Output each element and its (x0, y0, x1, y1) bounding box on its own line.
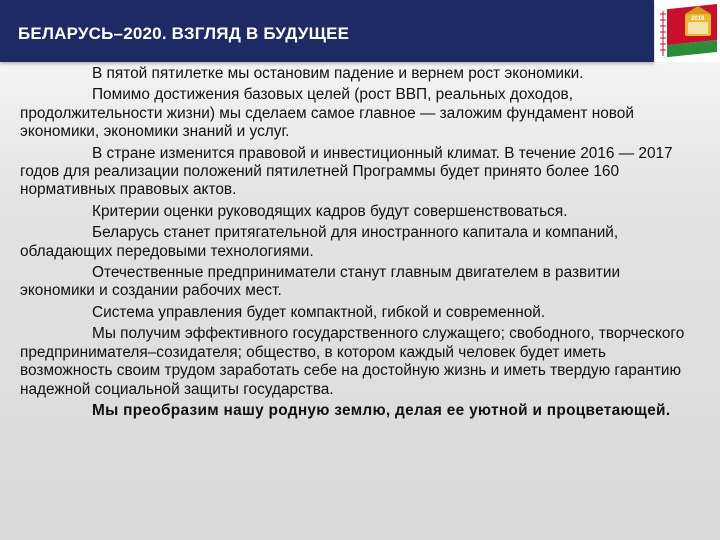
paragraph-1: В пятой пятилетке мы остановим падение и вернем рост экономики. (92, 65, 584, 82)
body-text (20, 65, 698, 423)
paragraph-3: В стране изменится правовой и инвестиционный климат. В течение 2016 — 2017 годов для реализации положений пятилетней Программы будет принято более 160 нормативных правовых актов. (20, 144, 673, 199)
paragraph-4: Критерии оценки руководящих кадров будут совершенствоваться. (92, 202, 568, 220)
paragraph-5: Беларусь станет притягательной для иностранного капитала и компаний, обладающих передовыми технологиями. (20, 224, 619, 260)
paragraph-8: Мы получим эффективного государственного служащего; свободного, творческого предпринимателя–созидателя; общество, в котором каждый человек будет иметь возможность своим трудом заработать себе на достойную жизнь и иметь твердую гарантию надежной социальной защиты государства. (20, 325, 685, 398)
closing-statement: Мы преобразим нашу родную землю, делая ее уютной и процветающей. (92, 401, 671, 419)
emblem-year: 2016 (691, 16, 705, 22)
paragraph-7: Система управления будет компактной, гибкой и современной. (92, 303, 546, 321)
title-bar (0, 0, 654, 62)
paragraph-6: Отечественные предприниматели станут главным двигателем в развитии экономики и создании рабочих мест. (20, 264, 621, 300)
belarus-flag-emblem-icon (655, 0, 720, 62)
page-title: БЕЛАРУСЬ–2020. ВЗГЛЯД В БУДУЩЕЕ (18, 24, 350, 43)
paragraph-2: Помимо достижения базовых целей (рост ВВП, реальных доходов, продолжительности жизни) мы сделаем самое главное — заложим фундамент новой экономики, экономики знаний и услуг. (20, 86, 634, 141)
